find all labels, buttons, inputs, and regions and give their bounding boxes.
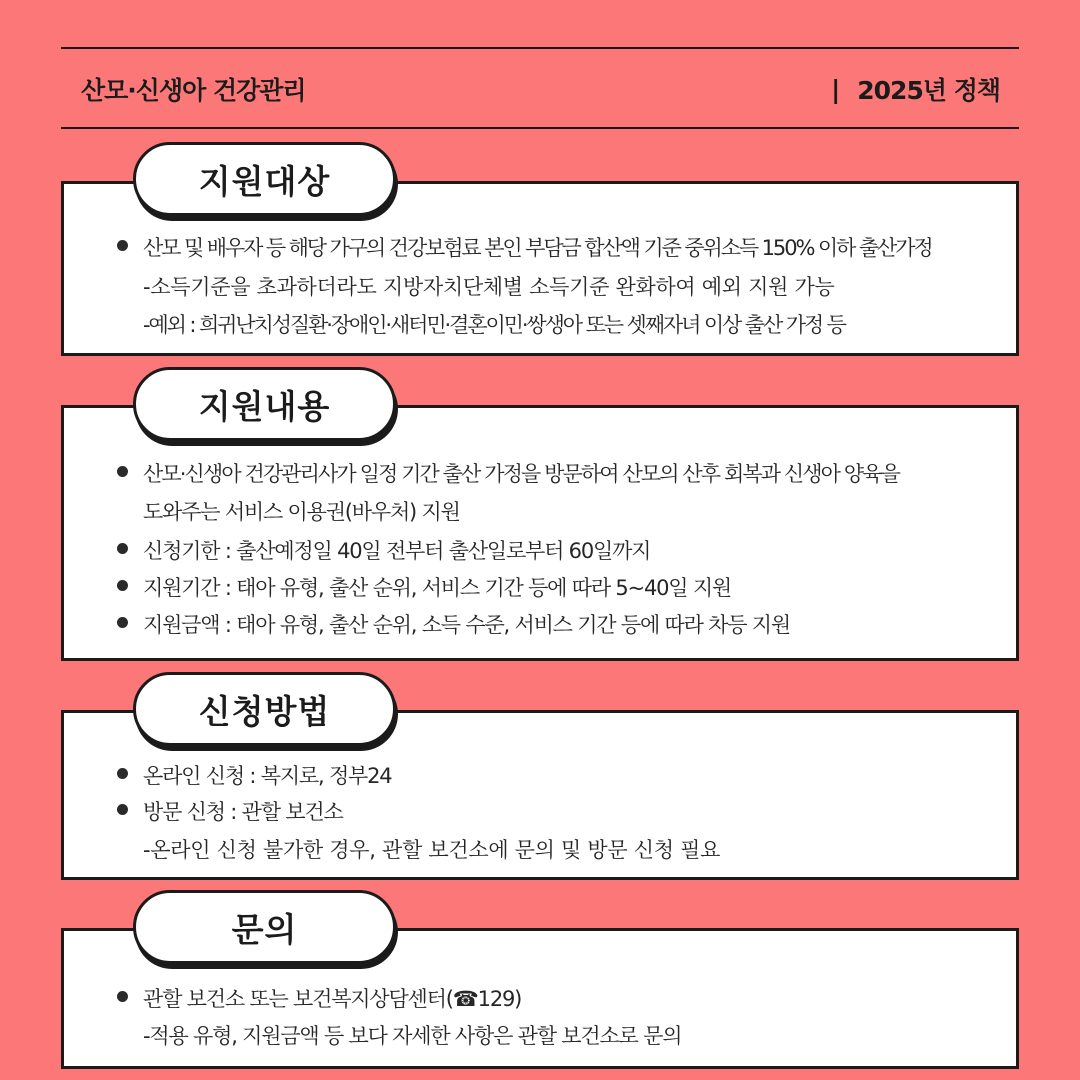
application-line-1: 온라인 신청 : 복지로, 정부24 <box>143 764 392 788</box>
content-line-1: 산모·신생아 건강관리사가 일정 기간 출산 가정을 방문하여 산모의 산후 회복과 신생아 양육을 <box>143 462 899 486</box>
policy-year: 2025년 정책 <box>857 76 1000 105</box>
bullet <box>117 991 128 1002</box>
section-heading-inquiry: 문의 <box>133 890 396 964</box>
header-top-rule <box>61 47 1019 49</box>
header-right <box>831 71 1000 107</box>
section-heading-application: 신청방법 <box>133 672 396 746</box>
page-title: 산모·신생아 건강관리 <box>81 76 306 105</box>
section-heading-eligibility: 지원대상 <box>133 142 396 216</box>
application-line-2: 방문 신청 : 관할 보건소 <box>143 800 343 824</box>
eligibility-line-2: -소득기준을 초과하더라도 지방자치단체별 소득기준 완화하여 예외 지원 가능 <box>143 275 835 299</box>
header-bottom-rule <box>61 127 1019 129</box>
content-line-3: 신청기한 : 출산예정일 40일 전부터 출산일로부터 60일까지 <box>143 539 651 563</box>
header-separator: | <box>831 74 840 104</box>
content-line-5: 지원금액 : 태아 유형, 출산 순위, 소득 수준, 서비스 기간 등에 따라 차등 지원 <box>143 613 790 637</box>
inquiry-line-2: -적용 유형, 지원금액 등 보다 자세한 사항은 관할 보건소로 문의 <box>143 1024 682 1048</box>
content-line-2: 도와주는 서비스 이용권(바우처) 지원 <box>143 500 460 524</box>
page-header <box>61 50 1019 128</box>
eligibility-line-1: 산모 및 배우자 등 해당 가구의 건강보험료 본인 부담금 합산액 기준 중위소득 150% 이하 출산가정 <box>143 236 932 260</box>
bullet <box>117 768 128 779</box>
inquiry-line-1: 관할 보건소 또는 보건복지상담센터(☎129) <box>143 987 522 1011</box>
eligibility-line-3: -예외 : 희귀난치성질환·장애인·새터민·결혼이민·쌍생아 또는 셋째자녀 이상 출산 가정 등 <box>143 313 845 337</box>
bullet <box>117 466 128 477</box>
bullet <box>117 617 128 628</box>
bullet <box>117 543 128 554</box>
application-line-3: -온라인 신청 불가한 경우, 관할 보건소에 문의 및 방문 신청 필요 <box>143 838 721 862</box>
bullet <box>117 580 128 591</box>
bullet <box>117 240 128 251</box>
bullet <box>117 804 128 815</box>
section-heading-content: 지원내용 <box>133 367 396 441</box>
content-line-4: 지원기간 : 태아 유형, 출산 순위, 서비스 기간 등에 따라 5~40일 지원 <box>143 576 731 600</box>
